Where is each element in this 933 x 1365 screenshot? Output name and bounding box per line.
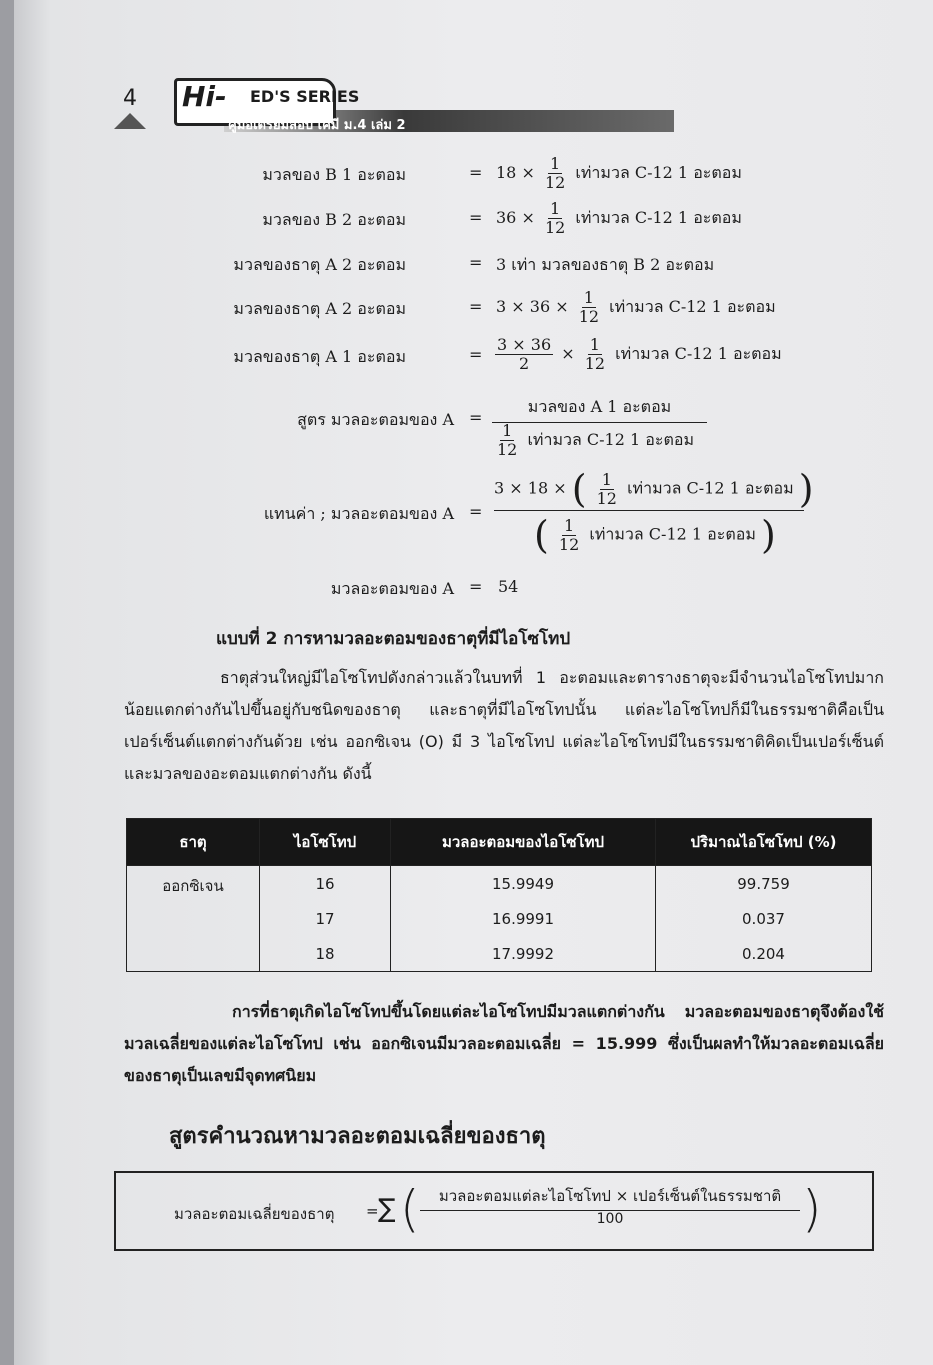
sigma-symbol: ∑ [378,1194,396,1224]
fraction: $\frac{1}{12}$ [558,515,580,554]
book-subtitle: คู่มือเตรียมสอบ เคมี ม.4 เล่ม 2 [228,118,406,133]
abundance-cell: 99.759 [656,866,872,902]
equation-label: มวลของธาตุ A 2 อะตอม [233,255,406,274]
substitution-denominator: ( $\frac{1}{12}$ เท่ามวล C-12 1 อะตอม ) [534,513,776,557]
section-paragraph: ธาตุส่วนใหญ่มีไอโซโทปดังกล่าวแล้วในบทที่ 1 อะตอมและตารางธาตุจะมีจำนวนไอโซโทปมากน้อยแตกต่างกันไปขึ้นอยู่กับชนิดของธาตุ และธาตุที่มีไอโซโทปนั้น แต่ละไอโซโทปก็มีในธรรมชาติคือเป็นเปอร์เซ็นต์แตกต่างกันด้วย เช่น ออกซิเจน (O) มี 3 ไอโซโทป แต่ละไอโซโทปมีในธรรมชาติคิดเป็นเปอร์เซ็นต์ และมวลของอะตอมแตกต่างกัน ดังนี้ [124,668,884,783]
close-paren: ) [802,1180,822,1238]
formula-heading: สูตรคำนวณหามวลอะตอมเฉลี่ยของธาตุ [169,1124,546,1149]
table-header-cell: ธาตุ [127,819,260,866]
equals-sign: = [469,163,483,182]
formula-box-numerator: มวลอะตอมแต่ละไอโซโทป × เปอร์เซ็นต์ในธรรมชาติ [420,1184,800,1211]
substitution-numerator: 3 × 18 × ( $\frac{1}{12}$ เท่ามวล C-12 1 อะตอม ) [494,467,814,511]
series-logo-hi: Hi- [182,80,227,113]
equation-label: มวลของ B 1 อะตอม [262,165,406,184]
table-header-cell: ปริมาณไอโซโทป (%) [656,819,872,866]
result-value: 54 [498,577,519,596]
book-page [14,0,933,1365]
table-header-cell: ไอโซโทป [260,819,391,866]
equals-sign: = [469,253,483,272]
fraction: $\frac{1}{12}$ [544,154,566,192]
equals-sign: = [366,1202,379,1220]
mass-cell: 15.9949 [391,866,656,902]
isotope-cell: 18 [260,936,391,972]
substitution-label: แทนค่า ; มวลอะตอมของ A [263,504,454,523]
equals-sign: = [469,208,483,227]
fraction: $\frac{1}{12}$ [497,421,518,459]
isotope-cell: 16 [260,866,391,902]
formula-box-label: มวลอะตอมเฉลี่ยของธาตุ [174,1205,335,1223]
formula-box-denominator: 100 [596,1211,624,1227]
equals-sign: = [469,502,483,521]
formula-label: สูตร มวลอะตอมของ A [297,410,454,429]
explanation-paragraph: การที่ธาตุเกิดไอโซโทปขึ้นโดยแต่ละไอโซโทปมีมวลแตกต่างกัน มวลอะตอมของธาตุจึงต้องใช้มวลเฉลี่ยของแต่ละไอโซโทป เช่น ออกซิเจนมีมวลอะตอมเฉลี่ย = 15.999 ซึ่งเป็นผลทำให้มวลอะตอมเฉลี่ยของธาตุเป็นเลขมีจุดทศนิยม [124,1002,884,1085]
series-logo-text: ED'S SERIES [250,87,360,106]
triangle-marker-icon [114,113,146,129]
equation-value: 18 × $\frac{1}{12}$ เท่ามวล C-12 1 อะตอม [496,154,742,192]
page-number: 4 [123,86,137,111]
equation-label: มวลของธาตุ A 2 อะตอม [233,299,406,318]
equals-sign: = [469,297,483,316]
table-header-row [127,819,872,866]
equation-label: มวลของ B 2 อะตอม [262,210,406,229]
equation-value: 36 × $\frac{1}{12}$ เท่ามวล C-12 1 อะตอม [496,199,742,237]
mass-cell: 16.9991 [391,901,656,936]
fraction: $\frac{1}{12}$ [596,469,617,508]
equation-label: มวลของธาตุ A 1 อะตอม [233,347,406,366]
formula-numerator: มวลของ A 1 อะตอม [492,395,707,423]
equals-sign: = [469,408,483,427]
abundance-cell: 0.204 [656,936,872,972]
abundance-cell: 0.037 [656,901,872,936]
fraction: $\frac{1}{12}$ [584,335,606,373]
formula-denominator: $\frac{1}{12}$ เท่ามวล C-12 1 อะตอม [497,421,694,459]
fraction: $\frac{3 \times 36}{2}$ [497,335,552,373]
equation-value: $\frac{3 \times 36}{2}$ × $\frac{1}{12}$ เท่ามวล C-12 1 อะตอม [497,335,782,373]
equals-sign: = [469,577,483,596]
result-label: มวลอะตอมของ A [330,579,454,598]
table-row [127,866,872,902]
isotope-cell: 17 [260,901,391,936]
open-paren: ( [400,1180,420,1238]
fraction: $\frac{1}{12}$ [544,199,566,237]
table-header-cell: มวลอะตอมของไอโซโทป [391,819,656,866]
equation-value: 3 × 36 × $\frac{1}{12}$ เท่ามวล C-12 1 อะตอม [496,288,776,326]
element-cell: ออกซิเจน [127,866,260,972]
equals-sign: = [469,345,483,364]
isotope-table [126,818,872,972]
section-heading: แบบที่ 2 การหามวลอะตอมของธาตุที่มีไอโซโทป [216,629,571,649]
mass-cell: 17.9992 [391,936,656,972]
fraction: $\frac{1}{12}$ [578,288,600,326]
equation-value: 3 เท่า มวลของธาตุ B 2 อะตอม [496,255,715,274]
